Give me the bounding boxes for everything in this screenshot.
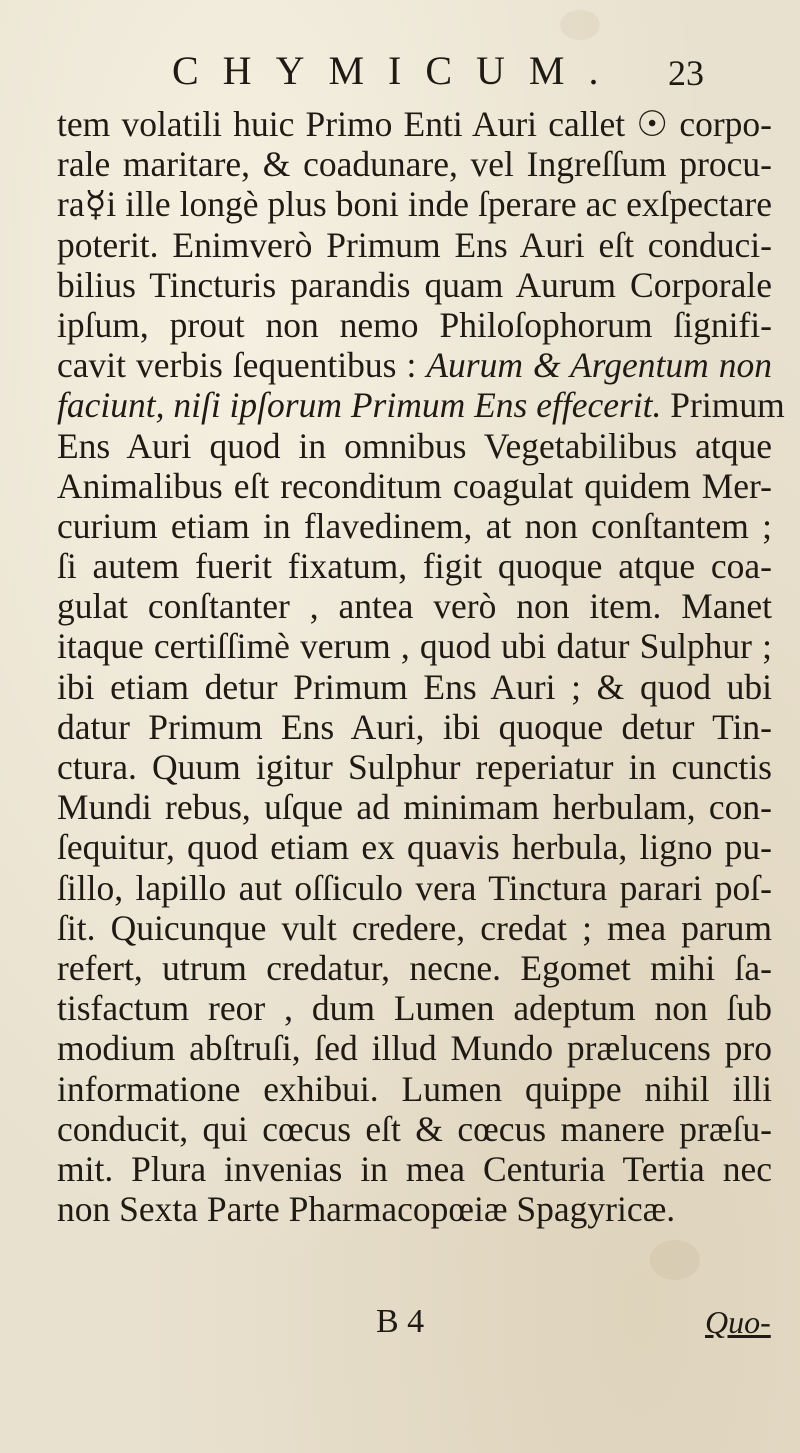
line-text: ſillo, lapillo aut oſſiculo vera Tinctura parari poſ- [57, 867, 772, 908]
signature-mark: B 4 [376, 1303, 425, 1340]
text-line [57, 225, 772, 265]
line-text: ibi etiam detur Primum Ens Auri ; & quod ubi [57, 666, 772, 707]
line-text: ſit. Quicunque vult credere, credat ; mea parum [57, 907, 772, 948]
text-line [57, 1069, 772, 1109]
page-number: 23 [668, 53, 704, 93]
text-line [57, 506, 772, 546]
line-text: itaque certiſſimè verum , quod ubi datur Sulphur ; [57, 626, 772, 667]
text-line [57, 988, 772, 1028]
text-line [57, 707, 772, 747]
paper-stain [650, 1240, 700, 1280]
italic-quote: Aurum & Argentum non [426, 345, 772, 386]
text-line [57, 345, 772, 385]
page-header [160, 42, 704, 102]
text-line [57, 144, 772, 184]
line-text: ctura. Quum igitur Sulphur reperiatur in cunctis [57, 747, 772, 787]
line-text: Primum [661, 385, 785, 426]
line-text: ipſum, prout non nemo Philoſophorum ſignifi- [57, 304, 772, 345]
page-footer [0, 1300, 800, 1360]
line-text: tisfactum reor , dum Lumen adeptum non ſub [57, 988, 772, 1029]
text-line [57, 626, 772, 666]
text-line [57, 948, 772, 988]
line-text: poterit. Enimverò Primum Ens Auri eſt conduci- [57, 224, 772, 265]
line-text: mit. Plura invenias in mea Centuria Tertia nec [57, 1148, 772, 1189]
text-line [57, 787, 772, 827]
line-text: modium abſtruſi, ſed illud Mundo prælucens pro [57, 1028, 772, 1069]
line-text: ſi autem fuerit fixatum, figit quoque atque coa- [57, 546, 772, 587]
line-text: conducit, qui cœcus eſt & cœcus manere præſu- [57, 1108, 772, 1149]
italic-quote: faciunt, niſi ipſorum Primum Ens effecerit. [57, 385, 662, 426]
text-line [57, 1028, 772, 1068]
text-line [57, 546, 772, 586]
text-line [57, 305, 772, 345]
line-text: non Sexta Parte Pharmacopœiæ Spagyricæ. [57, 1189, 676, 1230]
line-text: rale maritare, & coadunare, vel Ingreſſum procu- [57, 144, 772, 185]
line-text: ſequitur, quod etiam ex quavis herbula, ligno pu- [57, 827, 772, 868]
text-line [57, 667, 772, 707]
text-line [57, 586, 772, 626]
line-text: bilius Tincturis parandis quam Aurum Corporale [57, 264, 772, 305]
line-text: ra☿i ille longè plus boni inde ſperare ac exſpectare [57, 184, 772, 225]
text-line [57, 104, 772, 144]
line-text: cavit verbis ſequentibus : [57, 345, 427, 386]
text-line [57, 908, 772, 948]
line-text: Animalibus eſt reconditum coagulat quidem Mer- [57, 465, 772, 506]
line-text: datur Primum Ens Auri, ibi quoque detur Tin- [57, 706, 772, 747]
line-text: Ens Auri quod in omnibus Vegetabilibus atque [57, 425, 772, 466]
text-line [57, 1149, 772, 1189]
catchword: Quo- [705, 1304, 771, 1340]
text-line [57, 426, 772, 466]
text-line [57, 265, 772, 305]
line-text: curium etiam in flavedinem, at non conſtantem ; [57, 505, 772, 546]
line-text: Mundi rebus, uſque ad minimam herbulam, con- [57, 787, 772, 828]
line-text: informatione exhibui. Lumen quippe nihil illi [57, 1068, 772, 1109]
text-line [57, 747, 772, 787]
text-line [57, 385, 785, 426]
line-text: tem volatili huic Primo Enti Auri callet ☉ corpo- [57, 104, 772, 144]
text-line [57, 868, 772, 908]
body-text [57, 104, 785, 1230]
line-text: refert, utrum credatur, necne. Egomet mihi ſa- [57, 947, 772, 988]
text-line [57, 1109, 772, 1149]
text-line [57, 1189, 772, 1229]
line-text: gulat conſtanter , antea verò non item. Manet [57, 586, 772, 627]
running-title: CHYMICUM. [172, 48, 623, 93]
text-line [57, 184, 772, 224]
text-line [57, 827, 772, 867]
paper-stain [560, 10, 600, 40]
text-line [57, 466, 772, 506]
